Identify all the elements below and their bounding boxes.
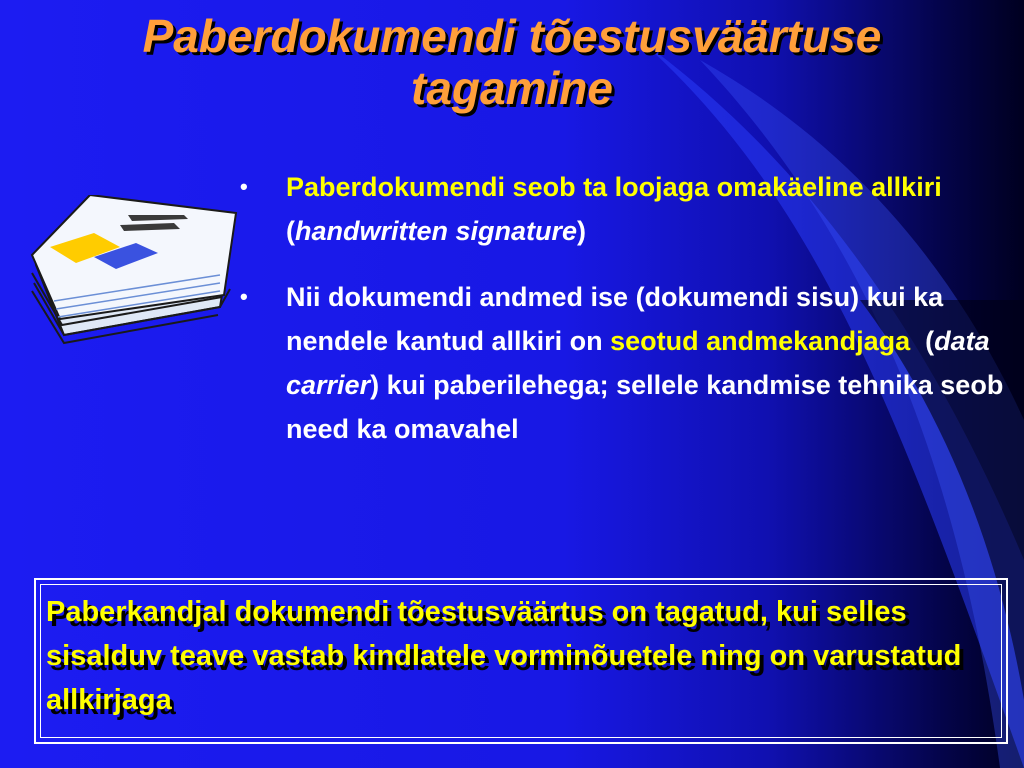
paper-stack-icon bbox=[24, 195, 244, 345]
bullet-1-paren-open: ( bbox=[286, 216, 295, 246]
bullet-2-paren-open: ( bbox=[910, 326, 935, 356]
bullet-item-handwritten-signature bbox=[236, 165, 1016, 253]
bullet-1-text: Paberdokumendi seob ta loojaga omakäeline allkiri bbox=[286, 172, 942, 202]
bullet-list bbox=[236, 165, 1016, 473]
slide-title bbox=[0, 10, 1024, 114]
bullet-item-data-carrier bbox=[236, 275, 1016, 451]
slide-title-line2: tagamine bbox=[411, 62, 613, 114]
bullet-2-text-start: Nii dokumendi andmed ise (dokumendi sisu) kui ka nendele kantud allkiri on bbox=[286, 282, 944, 356]
bullet-2-highlight: seotud andmekandjaga bbox=[610, 326, 911, 356]
callout-text: Paberkandjal dokumendi tõestusväärtus on tagatud, kui selles sisalduv teave vastab kindlatele vorminõuetele ning on varustatud allkirjaga bbox=[46, 596, 962, 716]
bullet-2-text-end: ) kui paberilehega; sellele kandmise tehnika seob need ka omavahel bbox=[286, 370, 1004, 444]
bullet-1-english-term: handwritten signature bbox=[295, 216, 578, 246]
bullet-marker: • bbox=[240, 174, 248, 199]
bullet-2-english-term: data carrier bbox=[286, 326, 990, 400]
callout-box bbox=[34, 578, 1008, 744]
bullet-1-paren-close: ) bbox=[577, 216, 587, 246]
slide-title-line1: Paberdokumendi tõestusväärtuse bbox=[142, 10, 882, 62]
bullet-marker: • bbox=[240, 284, 248, 309]
